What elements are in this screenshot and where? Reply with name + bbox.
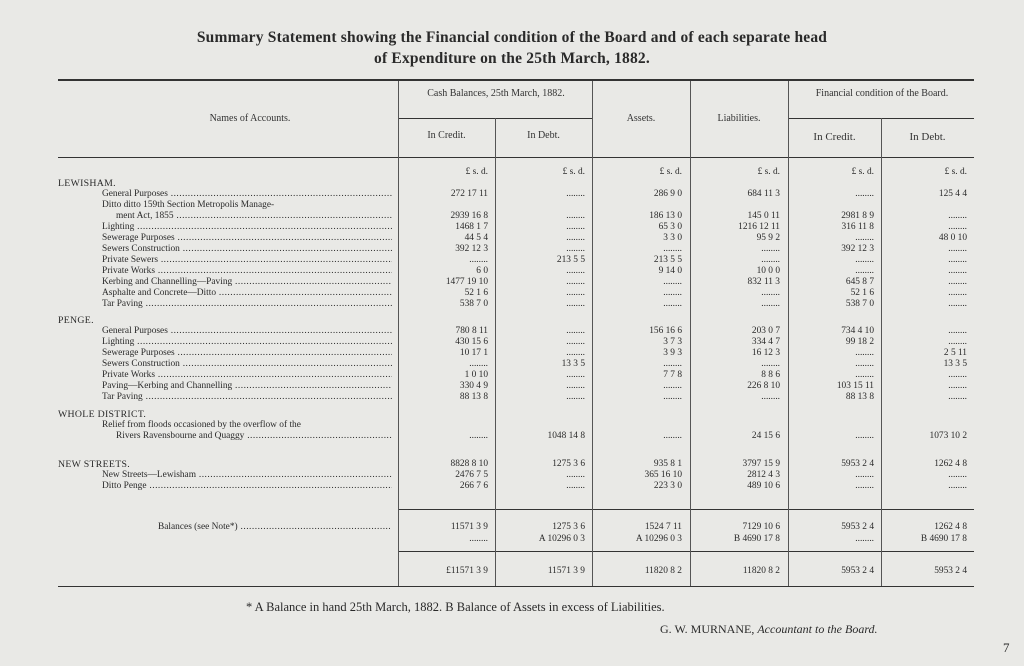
row-cell: 213 5 5 bbox=[653, 255, 682, 265]
row-cell: ........ bbox=[948, 222, 967, 232]
row-label: Lighting ..... bbox=[102, 222, 392, 233]
row-cell: ........ bbox=[761, 288, 780, 298]
row-cell: ........ bbox=[566, 348, 585, 358]
row-label: Private Sewers ..... bbox=[102, 255, 392, 266]
row-cell: ........ bbox=[948, 299, 967, 309]
table-row bbox=[0, 189, 1024, 200]
row-cell: 1 0 10 bbox=[464, 370, 488, 380]
document-title bbox=[60, 27, 964, 69]
row-label: Relief from floods occasioned by the overflow of the bbox=[102, 420, 301, 430]
row-label: Sewers Construction ..... bbox=[102, 244, 392, 255]
row-cell: 48 0 10 bbox=[938, 233, 967, 243]
table-row bbox=[0, 459, 1024, 470]
row-cell: 52 1 6 bbox=[464, 288, 488, 298]
row-cell: 10 17 1 bbox=[459, 348, 488, 358]
row-cell: ........ bbox=[855, 266, 874, 276]
row-cell: ........ bbox=[948, 370, 967, 380]
row-cell: 1275 3 6 bbox=[552, 459, 585, 469]
row-cell: ........ bbox=[566, 211, 585, 221]
row-cell: 1216 12 11 bbox=[738, 222, 780, 232]
table-row bbox=[0, 288, 1024, 299]
row-cell: ........ bbox=[855, 233, 874, 243]
row-cell: ........ bbox=[855, 348, 874, 358]
row-cell: 538 7 0 bbox=[459, 299, 488, 309]
row-cell: ........ bbox=[948, 392, 967, 402]
row-cell: ........ bbox=[948, 470, 967, 480]
row-cell: 223 3 0 bbox=[653, 481, 682, 491]
balances-row-2 bbox=[0, 534, 1024, 545]
total-cell: £11571 3 9 bbox=[446, 566, 488, 576]
row-cell: 88 13 8 bbox=[845, 392, 874, 402]
balances-top-rule bbox=[398, 509, 974, 510]
row-cell: 99 18 2 bbox=[845, 337, 874, 347]
row-cell: ........ bbox=[566, 299, 585, 309]
totals-row bbox=[0, 566, 1024, 577]
table-row bbox=[0, 178, 1024, 189]
table-bottom-rule bbox=[58, 586, 974, 587]
row-label: PENGE. bbox=[58, 315, 94, 326]
row-cell: 392 12 3 bbox=[841, 244, 874, 254]
row-cell: ........ bbox=[948, 244, 967, 254]
row-cell: ........ bbox=[566, 326, 585, 336]
units-cell: £ s. d. bbox=[562, 167, 585, 177]
row-cell: 2 5 11 bbox=[943, 348, 967, 358]
row-cell: 286 9 0 bbox=[653, 189, 682, 199]
title-line-1: Summary Statement showing the Financial condition of the Board and of each separate head bbox=[196, 29, 828, 46]
row-cell: ........ bbox=[663, 392, 682, 402]
row-cell: 44 5 4 bbox=[464, 233, 488, 243]
row-cell: 8828 8 10 bbox=[450, 459, 488, 469]
row-label: Ditto Penge ..... bbox=[102, 481, 392, 492]
table-row bbox=[0, 359, 1024, 370]
total-cell: 5953 2 4 bbox=[934, 566, 967, 576]
table-row bbox=[0, 211, 1024, 222]
signature-title: Accountant to the Board. bbox=[757, 622, 878, 636]
row-cell: 9 14 0 bbox=[658, 266, 682, 276]
row-cell: 272 17 11 bbox=[450, 189, 488, 199]
row-label: Lighting ..... bbox=[102, 337, 392, 348]
balance-cell: 1524 7 11 bbox=[644, 522, 682, 532]
total-cell: 11571 3 9 bbox=[547, 566, 585, 576]
row-label: ment Act, 1855 ..... bbox=[116, 211, 392, 222]
row-cell: 645 8 7 bbox=[845, 277, 874, 287]
row-cell: ........ bbox=[855, 189, 874, 199]
row-cell: 125 4 4 bbox=[938, 189, 967, 199]
row-cell: ........ bbox=[566, 337, 585, 347]
table-row bbox=[0, 420, 1024, 431]
total-cell: 11820 8 2 bbox=[742, 566, 780, 576]
row-cell: ........ bbox=[855, 431, 874, 441]
row-cell: 2981 8 9 bbox=[841, 211, 874, 221]
row-cell: 1048 14 8 bbox=[547, 431, 585, 441]
row-cell: 5953 2 4 bbox=[841, 459, 874, 469]
row-cell: 95 9 2 bbox=[756, 233, 780, 243]
table-row bbox=[0, 255, 1024, 266]
units-cell: £ s. d. bbox=[944, 167, 967, 177]
row-cell: 13 3 5 bbox=[943, 359, 967, 369]
row-cell: ........ bbox=[566, 244, 585, 254]
balance-cell: 1275 3 6 bbox=[552, 522, 585, 532]
row-label: Kerbing and Channelling—Paving ..... bbox=[102, 277, 392, 288]
footnote: * A Balance in hand 25th March, 1882. B Balance of Assets in excess of Liabilities. bbox=[246, 600, 665, 614]
table-row bbox=[0, 431, 1024, 442]
units-cell: £ s. d. bbox=[757, 167, 780, 177]
row-label: New Streets—Lewisham ..... bbox=[102, 470, 392, 481]
row-label: Private Works ..... bbox=[102, 266, 392, 277]
units-cell: £ s. d. bbox=[659, 167, 682, 177]
row-cell: 186 13 0 bbox=[649, 211, 682, 221]
row-cell: ........ bbox=[566, 381, 585, 391]
row-label: Paving—Kerbing and Channelling ..... bbox=[102, 381, 392, 392]
row-cell: ........ bbox=[469, 359, 488, 369]
title-line-2: of Expenditure on the 25th March, 1882. bbox=[374, 50, 650, 67]
row-cell: 780 8 11 bbox=[455, 326, 488, 336]
row-label: General Purposes ..... bbox=[102, 326, 392, 337]
table-row bbox=[0, 315, 1024, 326]
row-cell: 330 4 9 bbox=[459, 381, 488, 391]
row-cell: 1477 19 10 bbox=[445, 277, 488, 287]
row-label: Asphalte and Concrete—Ditto ..... bbox=[102, 288, 392, 299]
row-cell: ........ bbox=[566, 392, 585, 402]
row-cell: ........ bbox=[855, 255, 874, 265]
row-cell: ........ bbox=[566, 370, 585, 380]
row-label: WHOLE DISTRICT. bbox=[58, 409, 147, 420]
table-row bbox=[0, 277, 1024, 288]
row-cell: 538 7 0 bbox=[845, 299, 874, 309]
row-cell: 103 15 11 bbox=[836, 381, 874, 391]
row-cell: 266 7 6 bbox=[459, 481, 488, 491]
table-row bbox=[0, 233, 1024, 244]
header-assets: Assets. bbox=[626, 113, 656, 124]
row-label: LEWISHAM. bbox=[58, 178, 116, 189]
row-cell: 3 9 3 bbox=[663, 348, 682, 358]
table-row bbox=[0, 470, 1024, 481]
row-cell: 8 8 6 bbox=[761, 370, 780, 380]
row-cell: 13 3 5 bbox=[561, 359, 585, 369]
header-fc-in-credit: In Credit. bbox=[813, 131, 856, 143]
row-cell: ........ bbox=[566, 277, 585, 287]
row-cell: ........ bbox=[855, 370, 874, 380]
table-row bbox=[0, 348, 1024, 359]
row-cell: ........ bbox=[566, 288, 585, 298]
row-cell: 3 7 3 bbox=[663, 337, 682, 347]
row-cell: 2939 16 8 bbox=[450, 211, 488, 221]
row-cell: ........ bbox=[948, 481, 967, 491]
balances-row bbox=[0, 522, 1024, 533]
row-label: Sewerage Purposes ..... bbox=[102, 233, 392, 244]
row-label: Rivers Ravensbourne and Quaggy ..... bbox=[116, 431, 392, 442]
row-cell: ........ bbox=[948, 277, 967, 287]
row-cell: ........ bbox=[663, 299, 682, 309]
row-cell: 7 7 8 bbox=[663, 370, 682, 380]
balance-cell: B 4690 17 8 bbox=[733, 534, 780, 544]
row-label: Tar Paving ..... bbox=[102, 392, 392, 403]
row-cell: 935 8 1 bbox=[653, 459, 682, 469]
row-cell: ........ bbox=[469, 431, 488, 441]
header-financial-condition: Financial condition of the Board. bbox=[815, 88, 949, 99]
row-cell: ........ bbox=[948, 381, 967, 391]
balance-cell: ........ bbox=[855, 534, 874, 544]
row-cell: 6 0 bbox=[476, 266, 488, 276]
row-cell: 430 15 6 bbox=[455, 337, 488, 347]
row-cell: 24 15 6 bbox=[751, 431, 780, 441]
table-row bbox=[0, 326, 1024, 337]
row-cell: ........ bbox=[948, 337, 967, 347]
row-cell: 145 0 11 bbox=[747, 211, 780, 221]
table-row bbox=[0, 266, 1024, 277]
balance-cell: 1262 4 8 bbox=[934, 522, 967, 532]
row-cell: 832 11 3 bbox=[747, 277, 780, 287]
units-cell: £ s. d. bbox=[465, 167, 488, 177]
table-row bbox=[0, 381, 1024, 392]
row-cell: ........ bbox=[761, 244, 780, 254]
row-cell: ........ bbox=[663, 277, 682, 287]
row-cell: 1073 10 2 bbox=[929, 431, 967, 441]
row-label: Sewers Construction ..... bbox=[102, 359, 392, 370]
row-cell: ........ bbox=[948, 266, 967, 276]
balance-cell: 5953 2 4 bbox=[841, 522, 874, 532]
row-cell: 88 13 8 bbox=[459, 392, 488, 402]
signature-name: G. W. MURNANE, bbox=[660, 622, 755, 636]
table-row bbox=[0, 200, 1024, 211]
balance-cell: ........ bbox=[469, 534, 488, 544]
row-label: Private Works ..... bbox=[102, 370, 392, 381]
row-cell: 316 11 8 bbox=[841, 222, 874, 232]
units-cell: £ s. d. bbox=[851, 167, 874, 177]
row-cell: ........ bbox=[855, 481, 874, 491]
row-cell: 489 10 6 bbox=[747, 481, 780, 491]
row-cell: 203 0 7 bbox=[751, 326, 780, 336]
table-top-rule bbox=[58, 79, 974, 81]
row-cell: 16 12 3 bbox=[751, 348, 780, 358]
row-label: Sewerage Purposes ..... bbox=[102, 348, 392, 359]
row-cell: 65 3 0 bbox=[658, 222, 682, 232]
header-liabilities: Liabilities. bbox=[717, 113, 761, 124]
header-bottom-rule bbox=[58, 157, 974, 158]
table-row bbox=[0, 337, 1024, 348]
row-cell: 1262 4 8 bbox=[934, 459, 967, 469]
total-cell: 5953 2 4 bbox=[841, 566, 874, 576]
row-cell: ........ bbox=[761, 392, 780, 402]
row-label: Tar Paving ..... bbox=[102, 299, 392, 310]
table-row bbox=[0, 370, 1024, 381]
row-cell: 52 1 6 bbox=[850, 288, 874, 298]
header-in-debt: In Debt. bbox=[527, 130, 560, 141]
balance-cell: B 4690 17 8 bbox=[920, 534, 967, 544]
row-cell: ........ bbox=[948, 326, 967, 336]
row-cell: 334 4 7 bbox=[751, 337, 780, 347]
row-label: General Purposes ..... bbox=[102, 189, 392, 200]
row-cell: ........ bbox=[663, 381, 682, 391]
balance-cell: A 10296 0 3 bbox=[635, 534, 682, 544]
row-cell: ........ bbox=[566, 266, 585, 276]
balance-cell: A 10296 0 3 bbox=[538, 534, 585, 544]
row-cell: ........ bbox=[663, 431, 682, 441]
row-cell: ........ bbox=[948, 255, 967, 265]
row-cell: ........ bbox=[566, 222, 585, 232]
balance-cell: 11571 3 9 bbox=[450, 522, 488, 532]
row-cell: 3797 15 9 bbox=[742, 459, 780, 469]
row-cell: ........ bbox=[469, 255, 488, 265]
row-label: Ditto ditto 159th Section Metropolis Manage- bbox=[102, 200, 275, 210]
row-cell: 156 16 6 bbox=[649, 326, 682, 336]
row-cell: ........ bbox=[566, 189, 585, 199]
page-mark: 7 bbox=[1003, 640, 1010, 655]
header-names: Names of Accounts. bbox=[209, 113, 291, 124]
table-row bbox=[0, 244, 1024, 255]
row-cell: 684 11 3 bbox=[747, 189, 780, 199]
table-row bbox=[0, 299, 1024, 310]
row-cell: 392 12 3 bbox=[455, 244, 488, 254]
row-label: NEW STREETS. bbox=[58, 459, 130, 470]
row-cell: 3 3 0 bbox=[663, 233, 682, 243]
row-cell: ........ bbox=[855, 470, 874, 480]
row-cell: ........ bbox=[761, 255, 780, 265]
header-fc-in-debt: In Debt. bbox=[909, 131, 946, 143]
table-row bbox=[0, 392, 1024, 403]
row-cell: ........ bbox=[566, 481, 585, 491]
row-cell: 2812 4 3 bbox=[747, 470, 780, 480]
table-row bbox=[0, 481, 1024, 492]
row-cell: 734 4 10 bbox=[841, 326, 874, 336]
row-cell: ........ bbox=[761, 359, 780, 369]
balances-label: Balances (see Note*) ..... bbox=[158, 522, 390, 533]
row-cell: 213 5 5 bbox=[556, 255, 585, 265]
row-cell: ........ bbox=[761, 299, 780, 309]
row-cell: 10 0 0 bbox=[756, 266, 780, 276]
balance-cell: 7129 10 6 bbox=[742, 522, 780, 532]
row-cell: ........ bbox=[948, 288, 967, 298]
table-row bbox=[0, 222, 1024, 233]
signature bbox=[660, 622, 878, 637]
header-in-credit: In Credit. bbox=[427, 130, 466, 141]
row-cell: ........ bbox=[566, 470, 585, 480]
table-row bbox=[0, 409, 1024, 420]
row-cell: 1468 1 7 bbox=[455, 222, 488, 232]
total-cell: 11820 8 2 bbox=[644, 566, 682, 576]
header-cash-balances: Cash Balances, 25th March, 1882. bbox=[427, 88, 565, 99]
units-row bbox=[0, 167, 1024, 178]
row-cell: 226 8 10 bbox=[747, 381, 780, 391]
row-cell: 2476 7 5 bbox=[455, 470, 488, 480]
row-cell: 365 16 10 bbox=[644, 470, 682, 480]
row-cell: ........ bbox=[855, 359, 874, 369]
row-cell: ........ bbox=[663, 288, 682, 298]
row-cell: ........ bbox=[663, 244, 682, 254]
row-cell: ........ bbox=[566, 233, 585, 243]
row-cell: ........ bbox=[663, 359, 682, 369]
totals-top-rule bbox=[398, 551, 974, 552]
row-cell: ........ bbox=[948, 211, 967, 221]
